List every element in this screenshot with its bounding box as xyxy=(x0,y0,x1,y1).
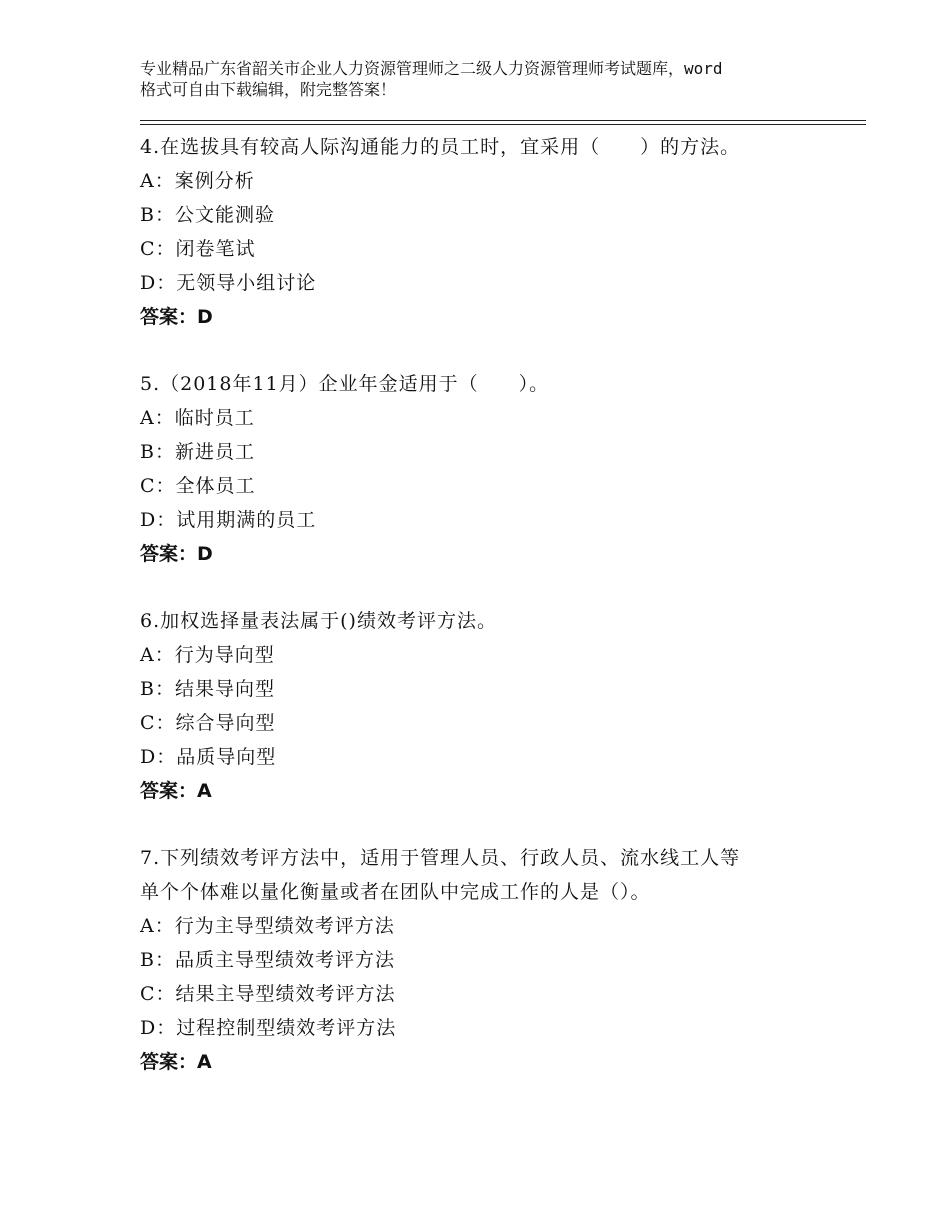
header-divider-bottom xyxy=(140,124,866,125)
answer-label: 答案：D xyxy=(140,543,213,565)
option-a: A：行为导向型 xyxy=(140,644,275,666)
option-b: B：公文能测验 xyxy=(140,204,275,226)
question-stem: 6.加权选择量表法属于()绩效考评方法。 xyxy=(140,610,497,632)
question-5 xyxy=(140,367,860,571)
question-4 xyxy=(140,130,860,334)
option-a: A：案例分析 xyxy=(140,170,255,192)
option-c: C：全体员工 xyxy=(140,475,256,497)
question-stem-line-2: 单个个体难以量化衡量或者在团队中完成工作的人是（）。 xyxy=(140,881,651,903)
question-stem: 4.在选拔具有较高人际沟通能力的员工时，宜采用（ ）的方法。 xyxy=(140,136,741,158)
answer-label: 答案：A xyxy=(140,780,212,802)
option-d: D：品质导向型 xyxy=(140,746,277,768)
option-a: A：行为主导型绩效考评方法 xyxy=(140,915,395,937)
option-c: C：闭卷笔试 xyxy=(140,238,256,260)
option-d: D：无领导小组讨论 xyxy=(140,272,317,294)
question-6 xyxy=(140,604,860,808)
option-b: B：品质主导型绩效考评方法 xyxy=(140,949,395,971)
option-a: A：临时员工 xyxy=(140,407,255,429)
answer-label: 答案：D xyxy=(140,306,213,328)
option-c: C：结果主导型绩效考评方法 xyxy=(140,983,396,1005)
option-d: D：过程控制型绩效考评方法 xyxy=(140,1017,397,1039)
option-b: B：新进员工 xyxy=(140,441,255,463)
option-c: C：综合导向型 xyxy=(140,712,276,734)
question-stem: 5.（2018年11月）企业年金适用于（ ）。 xyxy=(140,373,550,395)
header-divider-top xyxy=(140,120,866,121)
question-list xyxy=(140,130,860,1112)
question-7 xyxy=(140,841,860,1079)
answer-label: 答案：A xyxy=(140,1051,212,1073)
option-d: D：试用期满的员工 xyxy=(140,509,317,531)
document-header xyxy=(140,58,840,100)
header-title-line-2: 格式可自由下载编辑，附完整答案！ xyxy=(140,80,397,99)
question-stem-line-1: 7.下列绩效考评方法中，适用于管理人员、行政人员、流水线工人等 xyxy=(140,847,741,869)
option-b: B：结果导向型 xyxy=(140,678,275,700)
header-title-line-1: 专业精品广东省韶关市企业人力资源管理师之二级人力资源管理师考试题库，word xyxy=(140,59,723,78)
